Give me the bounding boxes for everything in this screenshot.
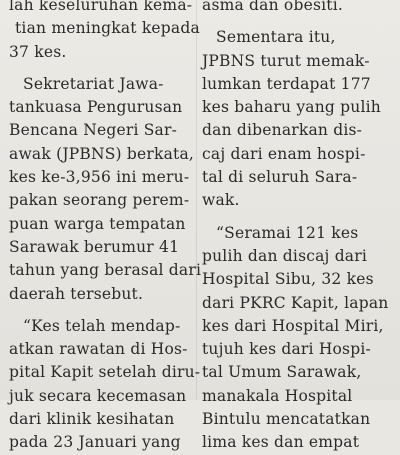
right-paragraph-1 (202, 0, 397, 17)
text-line: tankuasa Pengurusan (9, 98, 183, 117)
right-paragraph-3 (202, 222, 397, 455)
text-line: dari PKRC Kapit, lapan (202, 293, 389, 312)
text-line: kes dari Hospital Miri, (202, 316, 384, 335)
text-line: pakan seorang perem- (9, 191, 190, 210)
left-paragraph-3 (9, 315, 201, 455)
left-column (9, 0, 202, 455)
text-line: pital Kapit setelah diru- (9, 363, 201, 382)
text-line: JPBNS turut memak- (202, 51, 370, 70)
left-paragraph-1 (9, 0, 200, 64)
text-line: manakala Hospital (202, 386, 353, 405)
text-line: tian meningkat kepada (15, 19, 200, 38)
text-line: wak. (202, 191, 240, 210)
text-line: Hospital Sibu, 32 kes (202, 270, 374, 289)
right-paragraph-2 (202, 26, 397, 212)
text-line: pulih dan discaj dari (202, 246, 368, 265)
text-line: Bencana Negeri Sar- (9, 121, 178, 140)
text-line: “Seramai 121 kes (216, 223, 359, 242)
text-line: dan dibenarkan dis- (202, 121, 363, 140)
column-divider (196, 0, 197, 400)
text-line: dari klinik kesihatan (9, 410, 175, 429)
text-line: asma dan obesiti. (202, 0, 343, 14)
text-line: 37 kes. (9, 42, 67, 61)
text-line: lima kes dan empat (202, 433, 360, 452)
text-line: lah keseluruhan kema- (9, 0, 193, 14)
text-line: daerah tersebut. (9, 284, 144, 303)
text-line: kes ke-3,956 ini meru- (9, 168, 190, 187)
right-column (202, 0, 397, 455)
text-line: tal di seluruh Sara- (202, 168, 358, 187)
text-line: lumkan terdapat 177 (202, 74, 371, 93)
text-line: Sekretariat Jawa- (23, 74, 164, 93)
text-line: Sarawak berumur 41 (9, 237, 180, 256)
text-line: awak (JPBNS) berkata, (9, 144, 195, 163)
text-line: Sementara itu, (216, 28, 336, 47)
text-line: atkan rawatan di Hos- (9, 340, 188, 359)
text-line: pada 23 Januari yang (9, 433, 181, 452)
text-line: kes baharu yang pulih (202, 98, 381, 117)
text-line: “Kes telah mendap- (23, 316, 181, 335)
text-line: tal Umum Sarawak, (202, 363, 362, 382)
text-line: juk secara kecemasan (9, 386, 187, 405)
text-line: tujuh kes dari Hospi- (202, 340, 371, 359)
text-line: puan warga tempatan (9, 214, 186, 233)
text-line: Bintulu mencatatkan (202, 410, 371, 429)
text-line: tahun yang berasal dari (9, 261, 202, 280)
left-paragraph-2 (9, 73, 202, 306)
text-line: caj dari enam hospi- (202, 144, 366, 163)
